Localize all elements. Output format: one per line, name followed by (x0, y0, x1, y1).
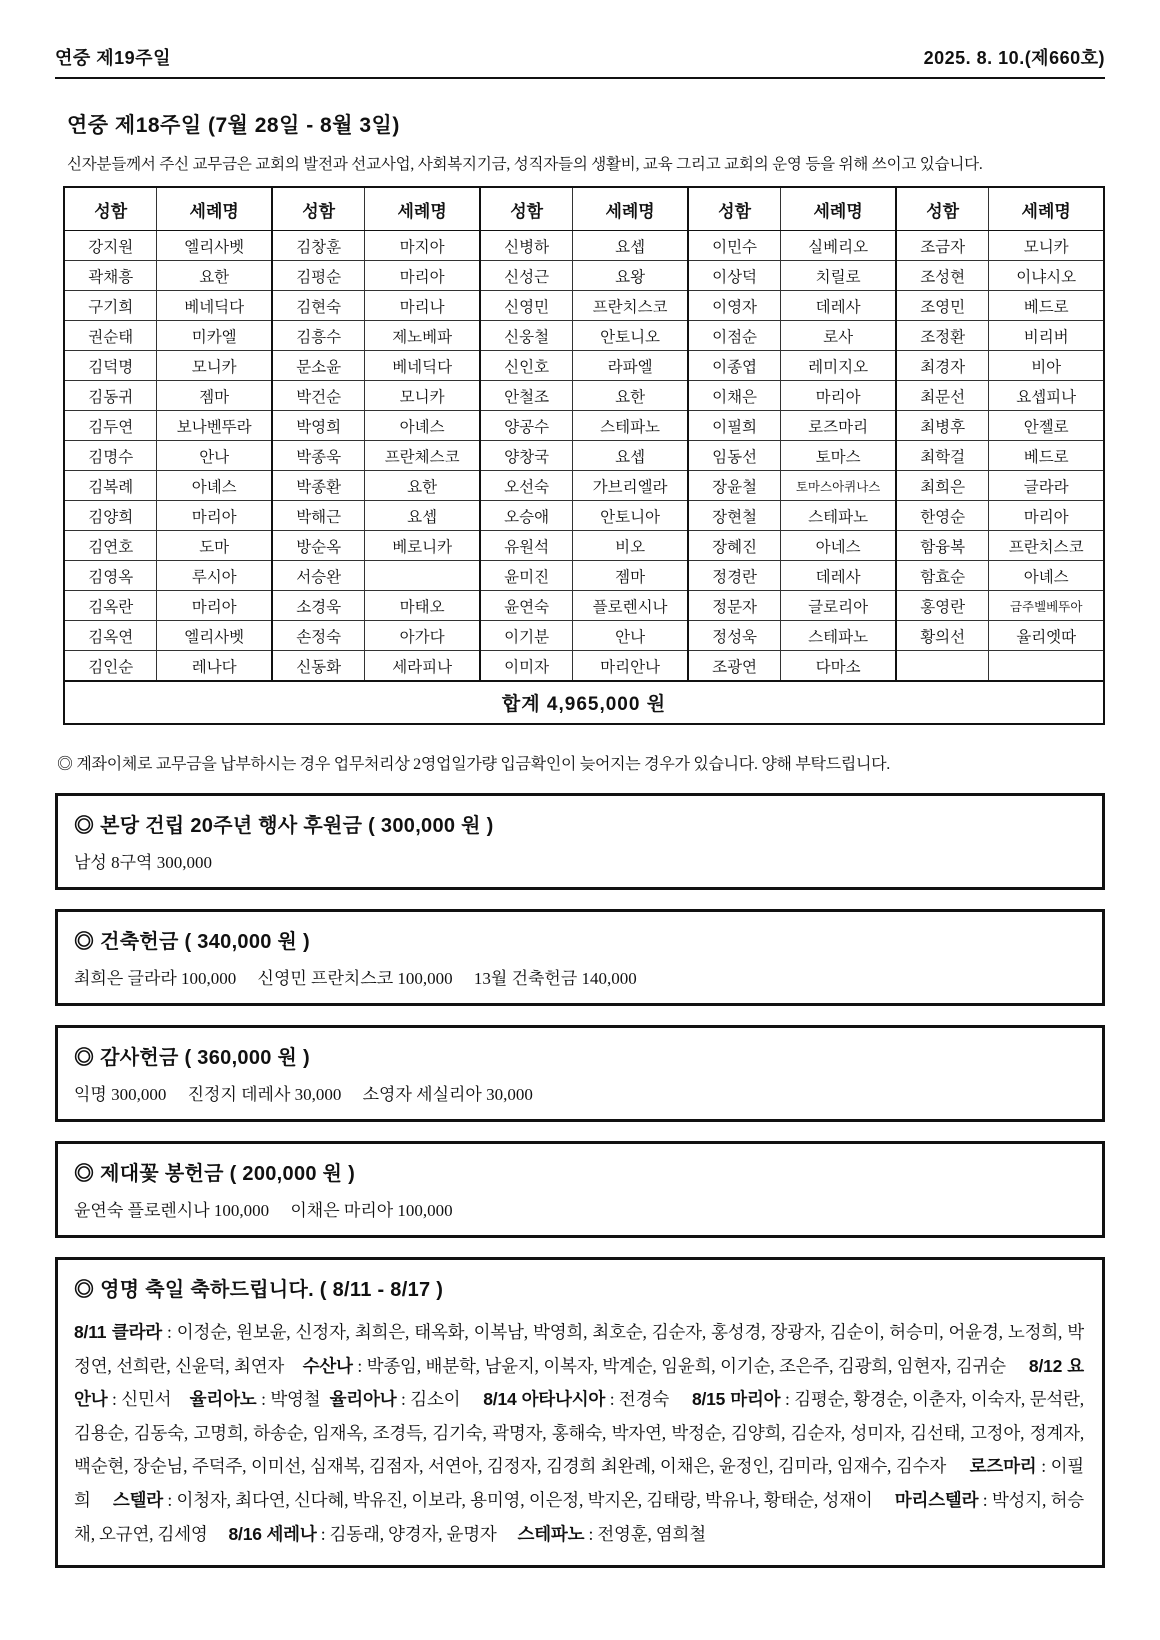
table-row (64, 351, 1104, 381)
member-name-cell: 이점순 (688, 321, 781, 351)
member-name-cell: 김명수 (64, 441, 157, 471)
member-name-cell: 이채은 (688, 381, 781, 411)
feast-member-list: : 박영철 (256, 1389, 330, 1410)
baptismal-name-cell: 다마소 (781, 651, 896, 682)
member-name-cell: 신성근 (480, 261, 573, 291)
baptismal-name-cell: 로즈마리 (781, 411, 896, 441)
baptismal-name-cell: 안나 (157, 441, 272, 471)
baptismal-name-cell: 스테파노 (573, 411, 688, 441)
baptismal-name-cell: 베로니카 (365, 531, 480, 561)
feast-member-list: : 박종임, 배분학, 남윤지, 이복자, 박계순, 임윤희, 이기순, 조은주, 김광희, 임현자, 김귀순 (352, 1355, 1029, 1376)
member-name-cell: 윤연숙 (480, 591, 573, 621)
box-content: 익명 300,000 진정지 데레사 30,000 소영자 세실리아 30,000 (74, 1085, 533, 1104)
feast-member-list: : 이필희 (74, 1456, 1084, 1510)
feast-member-list: : 김소이 (396, 1389, 484, 1410)
member-name-cell: 최경자 (896, 351, 989, 381)
member-name-cell: 김흥수 (272, 321, 365, 351)
box-title: ◎ 본당 건립 20주년 행사 후원금 ( 300,000 원 ) (74, 815, 494, 837)
member-name-cell: 정경란 (688, 561, 781, 591)
baptismal-name-cell: 아녜스 (989, 561, 1104, 591)
member-name-cell: 소경욱 (272, 591, 365, 621)
feast-name-label: 8/12 요안나 (74, 1355, 1084, 1410)
baptismal-name-cell: 아네스 (781, 531, 896, 561)
col-header-baptismal: 세례명 (989, 187, 1104, 231)
member-name-cell: 한영순 (896, 501, 989, 531)
feast-member-list: : 신민서 (107, 1389, 190, 1410)
member-name-cell: 이영자 (688, 291, 781, 321)
offering-table (63, 186, 1105, 725)
baptismal-name-cell: 미카엘 (157, 321, 272, 351)
baptismal-name-cell: 비오 (573, 531, 688, 561)
member-name-cell: 이미자 (480, 651, 573, 682)
member-name-cell: 박종환 (272, 471, 365, 501)
offering-total-row (64, 681, 1104, 724)
baptismal-name-cell: 요셉 (365, 501, 480, 531)
baptismal-name-cell: 마리아 (989, 501, 1104, 531)
baptismal-name-cell: 안토니오 (573, 321, 688, 351)
baptismal-name-cell: 안토니아 (573, 501, 688, 531)
baptismal-name-cell: 안나 (573, 621, 688, 651)
col-header-name: 성함 (272, 187, 365, 231)
baptismal-name-cell: 베드로 (989, 441, 1104, 471)
baptismal-name-cell: 데레사 (781, 291, 896, 321)
feast-name-label: 스테파노 (517, 1523, 585, 1544)
baptismal-name-cell: 루시아 (157, 561, 272, 591)
baptismal-name-cell: 베네딕다 (157, 291, 272, 321)
baptismal-name-cell: 요한 (157, 261, 272, 291)
baptismal-name-cell: 아녜스 (365, 411, 480, 441)
member-name-cell: 신병하 (480, 231, 573, 261)
baptismal-name-cell: 프란체스코 (365, 441, 480, 471)
member-name-cell: 홍영란 (896, 591, 989, 621)
offering-table-body (64, 231, 1104, 682)
feast-name-label: 8/11 클라라 (74, 1322, 162, 1342)
member-name-cell: 조성현 (896, 261, 989, 291)
table-row (64, 321, 1104, 351)
page-header (55, 44, 1105, 70)
feast-name-label: 스텔라 (112, 1489, 163, 1510)
member-name-cell: 최문선 (896, 381, 989, 411)
baptismal-name-cell: 베드로 (989, 291, 1104, 321)
col-header-baptismal: 세례명 (365, 187, 480, 231)
box-content: 최희은 글라라 100,000 신영민 프란치스코 100,000 13월 건축헌금 140,000 (74, 969, 637, 988)
feast-member-list: : 전영훈, 염희철 (584, 1523, 706, 1544)
box-title: ◎ 건축헌금 ( 340,000 원 ) (74, 931, 310, 953)
col-header-name: 성함 (688, 187, 781, 231)
feast-member-list: : 김동래, 양경자, 윤명자 (316, 1523, 518, 1544)
baptismal-name-cell: 요셉피나 (989, 381, 1104, 411)
baptismal-name-cell: 가브리엘라 (573, 471, 688, 501)
baptismal-name-cell: 도마 (157, 531, 272, 561)
box-content: 윤연숙 플로렌시나 100,000 이채은 마리아 100,000 (74, 1201, 453, 1220)
feast-member-list: : 이청자, 최다연, 신다혜, 박유진, 이보라, 용미영, 이은정, 박지온, 김태랑, 박유나, 황태순, 성재이 (163, 1489, 895, 1510)
baptismal-name-cell: 엘리사벳 (157, 621, 272, 651)
page-header-right: 2025. 8. 10.(제660호) (923, 48, 1105, 68)
baptismal-name-cell: 레나다 (157, 651, 272, 682)
member-name-cell: 김옥란 (64, 591, 157, 621)
member-name-cell: 박종욱 (272, 441, 365, 471)
transfer-notice: ◎ 계좌이체로 교무금을 납부하시는 경우 업무처리상 2영업일가량 입금확인이 늦어지는 경우가 있습니다. 양해 부탁드립니다. (57, 756, 891, 773)
member-name-cell: 신웅철 (480, 321, 573, 351)
member-name-cell: 이필희 (688, 411, 781, 441)
header-divider (55, 77, 1105, 79)
baptismal-name-cell: 모니카 (365, 381, 480, 411)
baptismal-name-cell: 마리아 (157, 501, 272, 531)
member-name-cell: 조정환 (896, 321, 989, 351)
baptismal-name-cell: 프란치스코 (573, 291, 688, 321)
member-name-cell: 이민수 (688, 231, 781, 261)
member-name-cell: 김인순 (64, 651, 157, 682)
feast-member-list: : 박성지, 허승채, 오규연, 김세영 (74, 1489, 1084, 1544)
table-row (64, 381, 1104, 411)
baptismal-name-cell: 토마스 (781, 441, 896, 471)
baptismal-name-cell: 모니카 (157, 351, 272, 381)
member-name-cell: 오승애 (480, 501, 573, 531)
baptismal-name-cell: 안젤로 (989, 411, 1104, 441)
member-name-cell: 김영옥 (64, 561, 157, 591)
feast-member-list: : 김평순, 황경순, 이춘자, 이숙자, 문석란, 김용순, 김동숙, 고명희, 하송순, 임재옥, 조경득, 김기숙, 곽명자, 홍해숙, 박자연, 박정순, 김양희, 김순자, 성미자, 김선태, 고정아, 정계자, 백순현, 장순님, 주덕주, 이미선, 심재복, 김점자, 서연아, 김정자, 김경희 최완례, 이채은, 윤정인, 김미라, 임재수, 김수자 (74, 1389, 1089, 1477)
member-name-cell: 이상덕 (688, 261, 781, 291)
baptismal-name-cell: 비리버 (989, 321, 1104, 351)
member-name-cell: 이기분 (480, 621, 573, 651)
col-header-name: 성함 (896, 187, 989, 231)
baptismal-name-cell: 엘리사벳 (157, 231, 272, 261)
member-name-cell: 곽채흥 (64, 261, 157, 291)
member-name-cell: 박영희 (272, 411, 365, 441)
member-name-cell: 오선숙 (480, 471, 573, 501)
baptismal-name-cell: 토마스아퀴나스 (781, 471, 896, 501)
baptismal-name-cell: 모니카 (989, 231, 1104, 261)
member-name-cell: 조금자 (896, 231, 989, 261)
member-name-cell: 서승완 (272, 561, 365, 591)
member-name-cell: 정성욱 (688, 621, 781, 651)
table-row (64, 561, 1104, 591)
donation-box-thanksgiving (55, 1025, 1105, 1122)
member-name-cell: 장혜진 (688, 531, 781, 561)
table-row (64, 291, 1104, 321)
baptismal-name-cell: 라파엘 (573, 351, 688, 381)
member-name-cell: 윤미진 (480, 561, 573, 591)
baptismal-name-cell: 요한 (365, 471, 480, 501)
baptismal-name-cell: 보나벤뚜라 (157, 411, 272, 441)
baptismal-name-cell: 베네딕다 (365, 351, 480, 381)
baptismal-name-cell: 로사 (781, 321, 896, 351)
baptismal-name-cell: 마지아 (365, 231, 480, 261)
baptismal-name-cell: 요왕 (573, 261, 688, 291)
col-header-baptismal: 세례명 (157, 187, 272, 231)
baptismal-name-cell: 아가다 (365, 621, 480, 651)
member-name-cell: 김양희 (64, 501, 157, 531)
baptismal-name-cell: 글로리아 (781, 591, 896, 621)
member-name-cell: 조영민 (896, 291, 989, 321)
table-row (64, 261, 1104, 291)
baptismal-name-cell: 스테파노 (781, 621, 896, 651)
table-row (64, 651, 1104, 682)
baptismal-name-cell: 요셉 (573, 441, 688, 471)
feast-member-list: : 전경숙 (605, 1389, 692, 1410)
member-name-cell: 신영민 (480, 291, 573, 321)
feast-name-label: 율리아노 (189, 1389, 257, 1410)
table-row (64, 591, 1104, 621)
feast-name-label: 8/15 마리아 (691, 1389, 781, 1410)
table-row (64, 411, 1104, 441)
feast-day-box (55, 1257, 1105, 1568)
page-header-left: 연중 제19주일 (55, 48, 171, 68)
col-header-name: 성함 (64, 187, 157, 231)
member-name-cell: 권순태 (64, 321, 157, 351)
member-name-cell: 유원석 (480, 531, 573, 561)
table-row (64, 501, 1104, 531)
box-title: ◎ 감사헌금 ( 360,000 원 ) (74, 1047, 310, 1069)
baptismal-name-cell: 젬마 (157, 381, 272, 411)
baptismal-name-cell (989, 651, 1104, 682)
member-name-cell: 김복례 (64, 471, 157, 501)
baptismal-name-cell (365, 561, 480, 591)
member-name-cell: 임동선 (688, 441, 781, 471)
member-name-cell: 황의선 (896, 621, 989, 651)
member-name-cell: 함효순 (896, 561, 989, 591)
baptismal-name-cell: 치릴로 (781, 261, 896, 291)
feast-box-title: ◎ 영명 축일 축하드립니다. ( 8/11 - 8/17 ) (74, 1279, 444, 1301)
member-name-cell: 박해근 (272, 501, 365, 531)
member-name-cell: 이종엽 (688, 351, 781, 381)
member-name-cell: 문소윤 (272, 351, 365, 381)
donation-box-building (55, 909, 1105, 1006)
section-title: 연중 제18주일 (7월 28일 - 8월 3일) (67, 114, 400, 137)
baptismal-name-cell: 아녜스 (157, 471, 272, 501)
member-name-cell: 김연호 (64, 531, 157, 561)
baptismal-name-cell: 금주벨베뚜아 (989, 591, 1104, 621)
feast-name-label: 수산나 (302, 1355, 353, 1376)
table-row (64, 441, 1104, 471)
table-row (64, 621, 1104, 651)
member-name-cell: 최학걸 (896, 441, 989, 471)
member-name-cell: 구기희 (64, 291, 157, 321)
baptismal-name-cell: 제노베파 (365, 321, 480, 351)
baptismal-name-cell: 데레사 (781, 561, 896, 591)
feast-name-label: 8/14 아타나시아 (483, 1389, 606, 1410)
baptismal-name-cell: 마리아 (781, 381, 896, 411)
member-name-cell: 박건순 (272, 381, 365, 411)
member-name-cell: 최병후 (896, 411, 989, 441)
col-header-baptismal: 세례명 (781, 187, 896, 231)
baptismal-name-cell: 마리아 (157, 591, 272, 621)
box-content: 남성 8구역 300,000 (74, 853, 212, 872)
member-name-cell: 김덕명 (64, 351, 157, 381)
table-row (64, 471, 1104, 501)
member-name-cell: 김창훈 (272, 231, 365, 261)
table-row (64, 231, 1104, 261)
member-name-cell: 양창국 (480, 441, 573, 471)
member-name-cell: 강지원 (64, 231, 157, 261)
baptismal-name-cell: 요한 (573, 381, 688, 411)
baptismal-name-cell: 글라라 (989, 471, 1104, 501)
member-name-cell: 방순옥 (272, 531, 365, 561)
feast-name-label: 8/16 세레나 (228, 1523, 317, 1544)
col-header-baptismal: 세례명 (573, 187, 688, 231)
feast-name-label: 율리아나 (329, 1389, 397, 1410)
baptismal-name-cell: 프란치스코 (989, 531, 1104, 561)
baptismal-name-cell: 실베리오 (781, 231, 896, 261)
baptismal-name-cell: 비아 (989, 351, 1104, 381)
member-name-cell (896, 651, 989, 682)
section-intro: 신자분들께서 주신 교무금은 교회의 발전과 선교사업, 사회복지기금, 성직자들의 생활비, 교육 그리고 교회의 운영 등을 위해 쓰이고 있습니다. (67, 156, 983, 173)
feast-name-label: 마리스텔라 (894, 1489, 979, 1510)
offering-table-head-row (64, 187, 1104, 231)
member-name-cell: 신동화 (272, 651, 365, 682)
member-name-cell: 김평순 (272, 261, 365, 291)
baptismal-name-cell: 마태오 (365, 591, 480, 621)
member-name-cell: 손정숙 (272, 621, 365, 651)
member-name-cell: 양공수 (480, 411, 573, 441)
table-row (64, 531, 1104, 561)
member-name-cell: 장윤철 (688, 471, 781, 501)
baptismal-name-cell: 레미지오 (781, 351, 896, 381)
baptismal-name-cell: 요셉 (573, 231, 688, 261)
baptismal-name-cell: 마리아 (365, 261, 480, 291)
member-name-cell: 김두연 (64, 411, 157, 441)
feast-member-list: : 이정순, 원보윤, 신정자, 최희은, 태옥화, 이복남, 박영희, 최호순, 김순자, 홍성경, 장광자, 김순이, 허승미, 어윤경, 노정희, 박정연, 선희란, 신윤덕, 최연자 (74, 1322, 1084, 1376)
member-name-cell: 함융복 (896, 531, 989, 561)
baptismal-name-cell: 마리나 (365, 291, 480, 321)
member-name-cell: 안철조 (480, 381, 573, 411)
donation-box-altar-flowers (55, 1141, 1105, 1238)
member-name-cell: 최희은 (896, 471, 989, 501)
baptismal-name-cell: 스테파노 (781, 501, 896, 531)
box-title: ◎ 제대꽃 봉헌금 ( 200,000 원 ) (74, 1163, 356, 1185)
baptismal-name-cell: 마리안나 (573, 651, 688, 682)
feast-name-label: 로즈마리 (969, 1456, 1037, 1477)
baptismal-name-cell: 이냐시오 (989, 261, 1104, 291)
offering-total: 합계 4,965,000 원 (64, 681, 1104, 724)
feast-paragraph (74, 1316, 1089, 1551)
col-header-name: 성함 (480, 187, 573, 231)
member-name-cell: 김동귀 (64, 381, 157, 411)
member-name-cell: 신인호 (480, 351, 573, 381)
baptismal-name-cell: 율리엣따 (989, 621, 1104, 651)
member-name-cell: 김현숙 (272, 291, 365, 321)
member-name-cell: 조광연 (688, 651, 781, 682)
member-name-cell: 정문자 (688, 591, 781, 621)
donation-box-anniversary (55, 793, 1105, 890)
baptismal-name-cell: 세라피나 (365, 651, 480, 682)
member-name-cell: 김옥연 (64, 621, 157, 651)
baptismal-name-cell: 젬마 (573, 561, 688, 591)
baptismal-name-cell: 플로렌시나 (573, 591, 688, 621)
member-name-cell: 장현철 (688, 501, 781, 531)
